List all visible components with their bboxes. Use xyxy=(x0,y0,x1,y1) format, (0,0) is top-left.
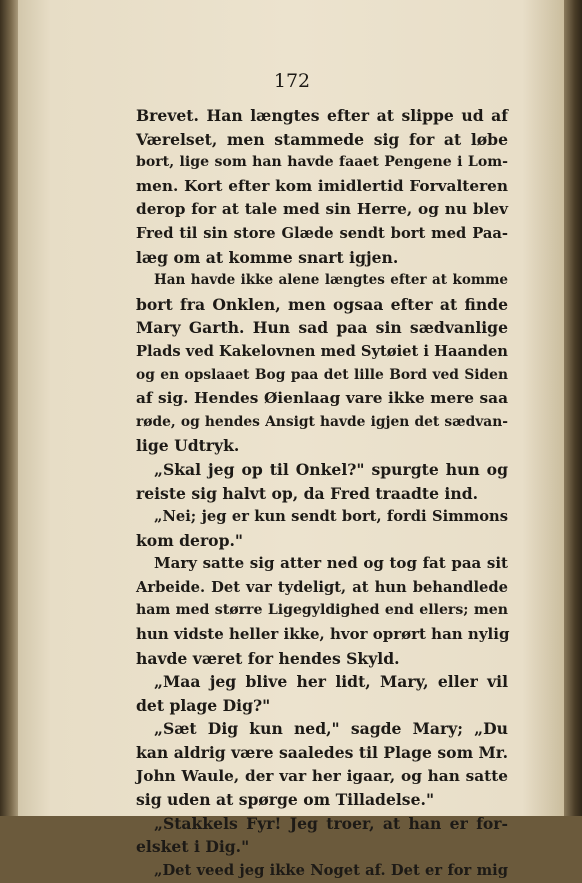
text-line: af sig. Hendes Øienlaag vare ikke mere saa xyxy=(136,389,508,408)
text-line: „Sæt Dig kun ned," sagde Mary; „Du xyxy=(154,719,508,739)
book-page xyxy=(18,0,566,879)
text-line: „Stakkels Fyr! Jeg troer, at han er for- xyxy=(154,813,508,833)
text-line: Plads ved Kakelovnen med Sytøiet i Haanden xyxy=(136,342,508,360)
book-gutter xyxy=(0,0,20,816)
text-line: „Maa jeg blive her lidt, Mary, eller vil xyxy=(154,672,508,692)
page-edge xyxy=(564,0,582,816)
text-line: Mary Garth. Hun sad paa sin sædvanlige xyxy=(136,318,508,338)
text-line: røde, og hendes Ansigt havde igjen det sædvan- xyxy=(136,413,508,430)
page-number: 172 xyxy=(273,70,311,92)
text-line: kan aldrig være saaledes til Plage som Mr. xyxy=(136,743,508,763)
page-text xyxy=(136,104,508,883)
text-line: kom derop." xyxy=(136,530,244,550)
text-line: bort fra Onklen, men ogsaa efter at finde xyxy=(136,294,508,314)
text-line: „Det veed jeg ikke Noget af. Det er for mig xyxy=(154,862,508,879)
text-line: „Skal jeg op til Onkel?" spurgte hun og xyxy=(154,459,508,479)
text-line: Arbeide. Det var tydeligt, at hun behandlede xyxy=(136,578,508,596)
text-line: Brevet. Han længtes efter at slippe ud af xyxy=(136,106,508,125)
text-line: hun vidste heller ikke, hvor oprørt han nylig xyxy=(136,625,510,644)
text-line: men. Kort efter kom imidlertid Forvalteren xyxy=(136,176,508,195)
text-line: havde været for hendes Skyld. xyxy=(136,648,400,668)
text-line: John Waule, der var her igaar, og han satte xyxy=(136,766,508,785)
text-line: Fred til sin store Glæde sendt bort med Paa- xyxy=(136,224,508,242)
text-line: ham med større Ligegyldighed end ellers; men xyxy=(136,602,508,619)
text-line: „Nei; jeg er kun sendt bort, fordi Simmons xyxy=(154,508,508,526)
text-line: Han havde ikke alene længtes efter at komme xyxy=(154,272,508,289)
text-line: bort, lige som han havde faaet Pengene i Lom- xyxy=(136,154,508,171)
text-line: derop for at tale med sin Herre, og nu blev xyxy=(136,200,508,219)
text-line: elsket i Dig." xyxy=(136,837,250,857)
text-line: reiste sig halvt op, da Fred traadte ind. xyxy=(136,483,479,503)
text-line: læg om at komme snart igjen. xyxy=(136,247,399,267)
text-line: lige Udtryk. xyxy=(136,436,240,456)
text-line: det plage Dig?" xyxy=(136,695,271,715)
text-line: sig uden at spørge om Tilladelse." xyxy=(136,790,435,810)
text-line: Værelset, men stammede sig for at løbe xyxy=(136,129,508,149)
text-line: Mary satte sig atter ned og tog fat paa sit xyxy=(154,554,508,573)
text-line: og en opslaaet Bog paa det lille Bord ved Siden xyxy=(136,366,508,383)
